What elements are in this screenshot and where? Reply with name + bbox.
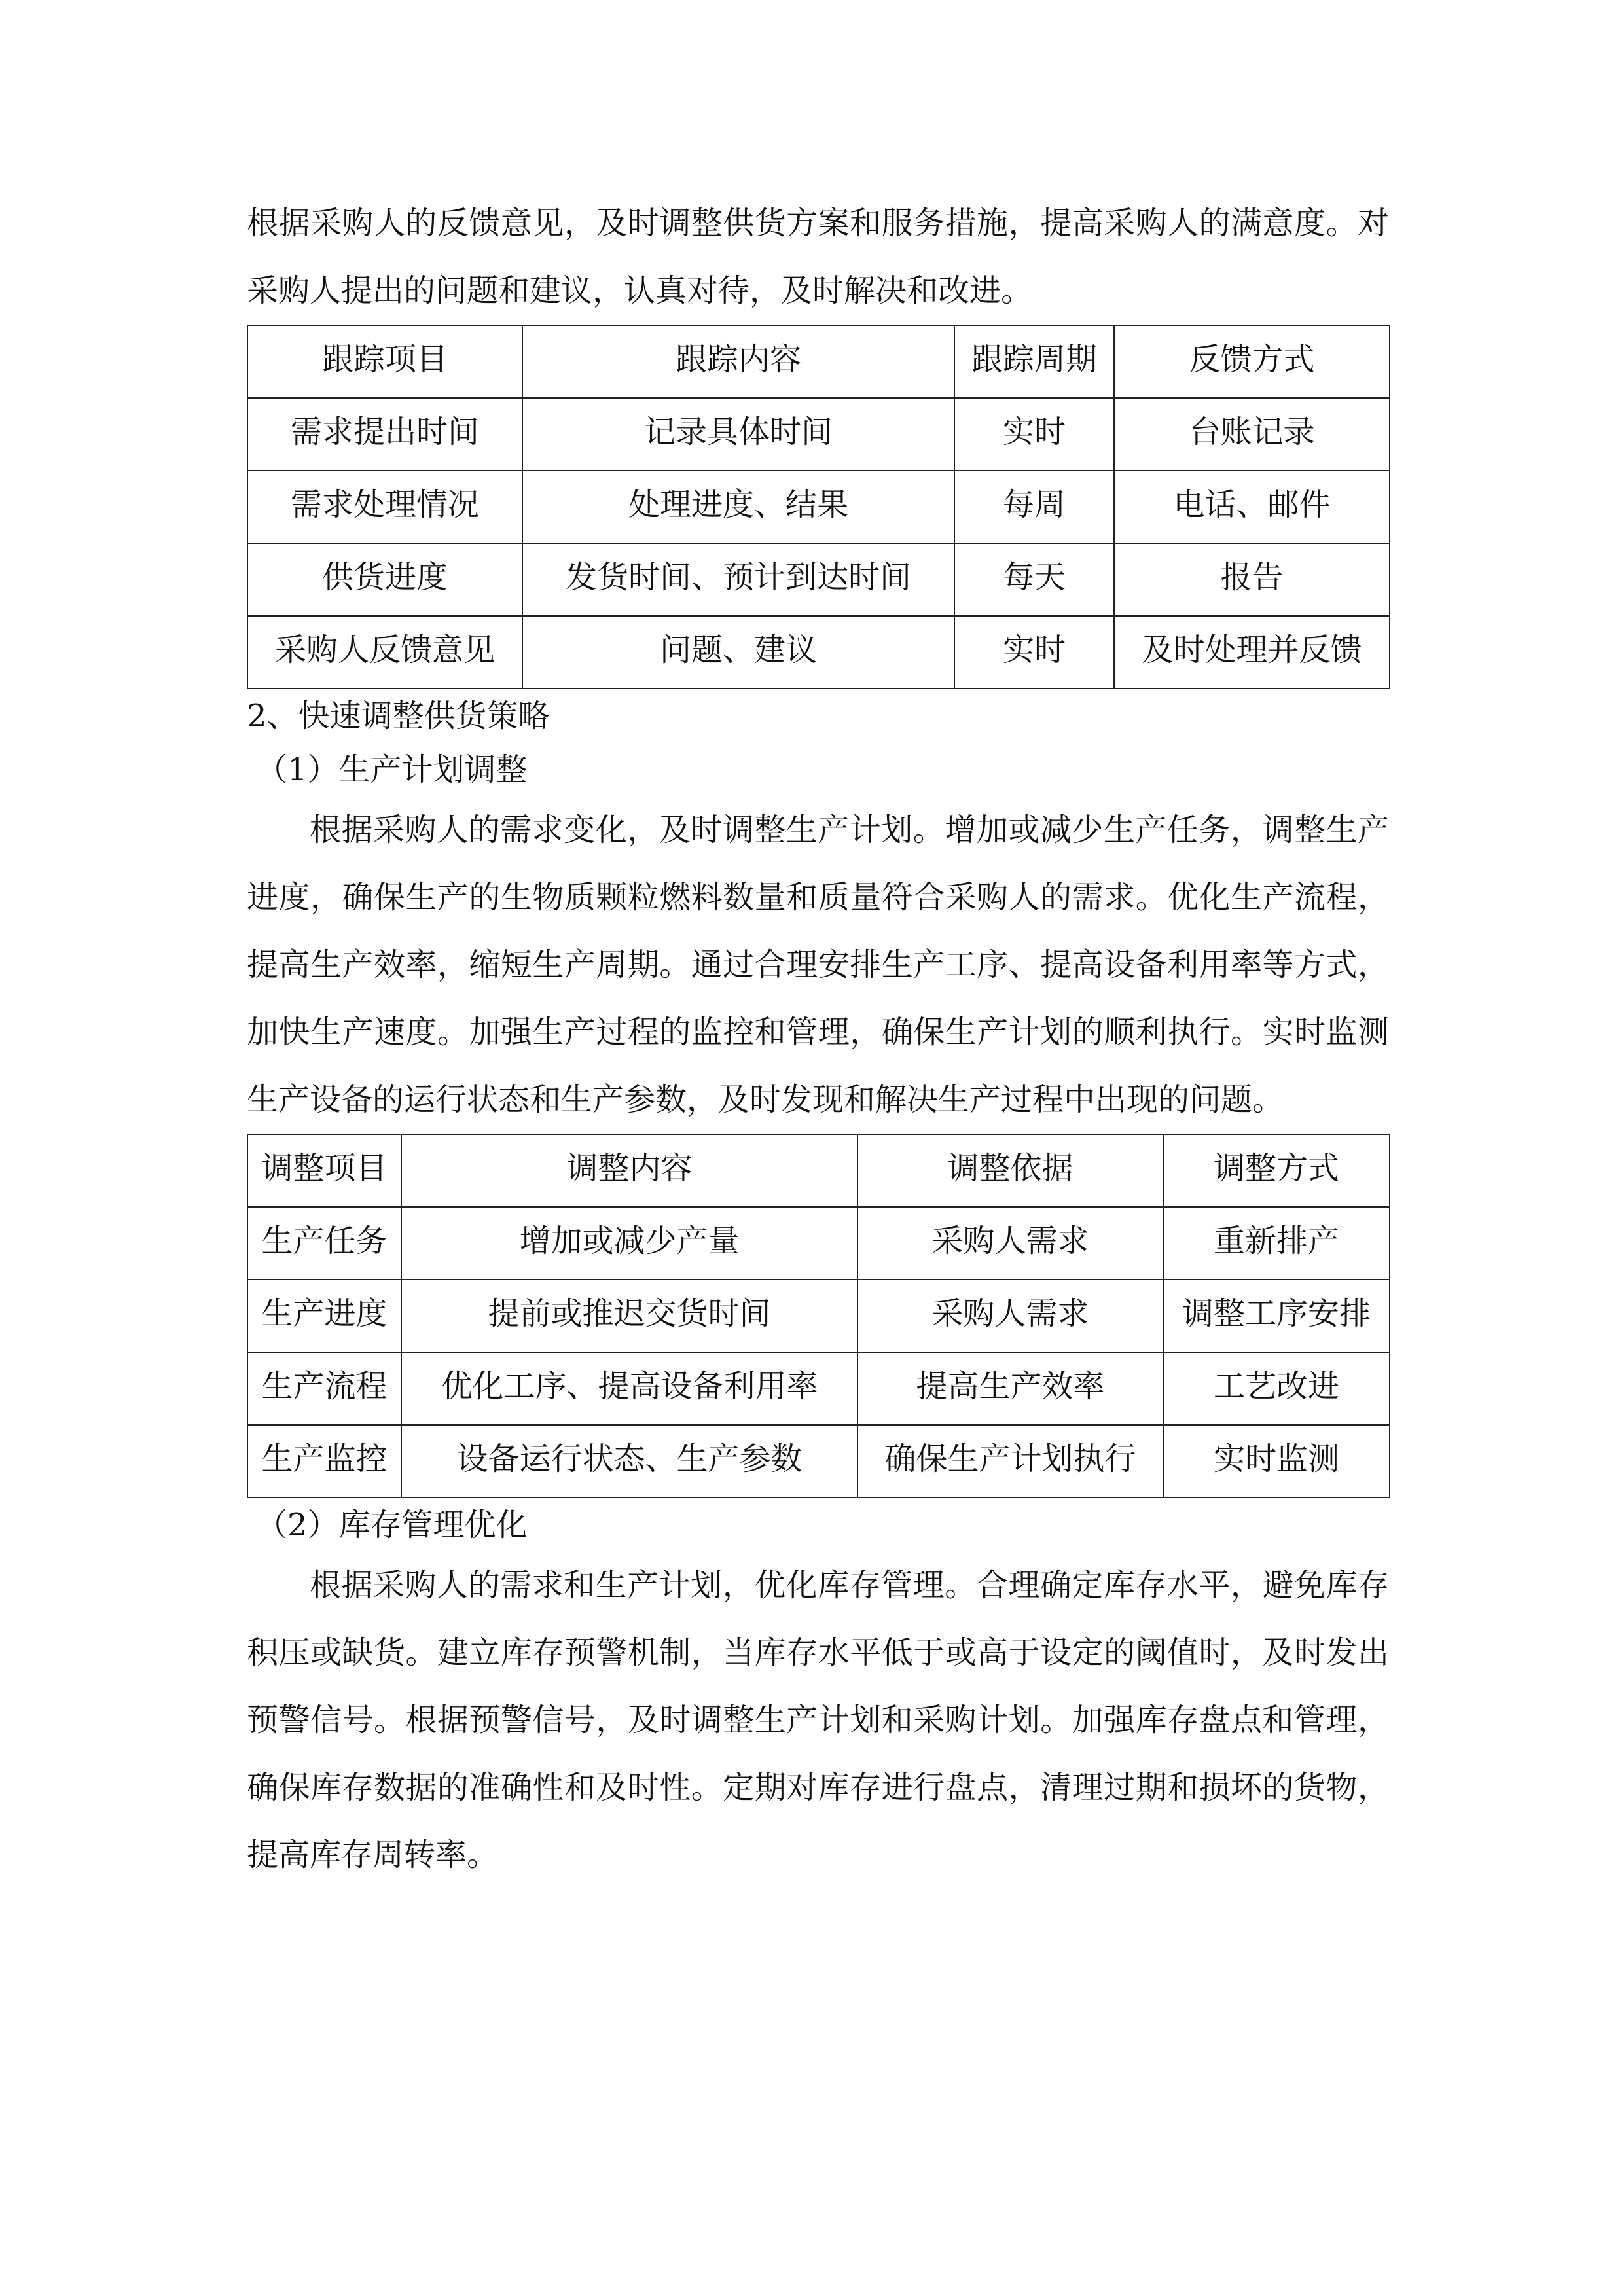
table-cell: 生产监控 xyxy=(247,1425,401,1498)
table-row xyxy=(247,1280,1390,1352)
table-cell: 设备运行状态、生产参数 xyxy=(401,1425,857,1498)
table-cell: 提前或推迟交货时间 xyxy=(401,1280,857,1352)
table-cell: 确保生产计划执行 xyxy=(857,1425,1163,1498)
table-cell: 每天 xyxy=(954,543,1114,616)
table-cell: 需求处理情况 xyxy=(247,471,522,543)
table-header-cell: 调整方式 xyxy=(1163,1134,1390,1207)
table-cell: 生产流程 xyxy=(247,1352,401,1425)
table-header-cell: 调整项目 xyxy=(247,1134,401,1207)
table-cell: 工艺改进 xyxy=(1163,1352,1390,1425)
table-cell: 增加或减少产量 xyxy=(401,1207,857,1280)
table-cell: 实时监测 xyxy=(1163,1425,1390,1498)
table-cell: 提高生产效率 xyxy=(857,1352,1163,1425)
adjust-table xyxy=(247,1134,1390,1498)
table-cell: 调整工序安排 xyxy=(1163,1280,1390,1352)
sub-heading-production: （1）生产计划调整 xyxy=(256,751,528,788)
document-page xyxy=(247,190,1389,1889)
table-row xyxy=(247,398,1390,471)
table-cell: 采购人需求 xyxy=(857,1280,1163,1352)
table-cell: 重新排产 xyxy=(1163,1207,1390,1280)
table-cell: 发货时间、预计到达时间 xyxy=(522,543,954,616)
sub-heading-inventory: （2）库存管理优化 xyxy=(256,1507,528,1543)
table-row xyxy=(247,1207,1390,1280)
tracking-table xyxy=(247,325,1390,689)
table-cell: 优化工序、提高设备利用率 xyxy=(401,1352,857,1425)
table-row xyxy=(247,471,1390,543)
table-header-cell: 调整内容 xyxy=(401,1134,857,1207)
table-header-cell: 跟踪内容 xyxy=(522,325,954,398)
intro-paragraph: 根据采购人的反馈意见，及时调整供货方案和服务措施，提高采购人的满意度。对采购人提出的问题和建议，认真对待，及时解决和改进。 xyxy=(247,205,1389,309)
table-cell: 电话、邮件 xyxy=(1114,471,1390,543)
table-cell: 处理进度、结果 xyxy=(522,471,954,543)
table-cell: 采购人反馈意见 xyxy=(247,616,522,689)
table-cell: 每周 xyxy=(954,471,1114,543)
table-cell: 报告 xyxy=(1114,543,1390,616)
table-header-cell: 反馈方式 xyxy=(1114,325,1390,398)
table-row xyxy=(247,1425,1390,1498)
table-header-cell: 跟踪项目 xyxy=(247,325,522,398)
table-header-row xyxy=(247,1134,1390,1207)
table-row xyxy=(247,616,1390,689)
table-row xyxy=(247,543,1390,616)
production-paragraph: 根据采购人的需求变化，及时调整生产计划。增加或减少生产任务，调整生产进度，确保生产的生物质颗粒燃料数量和质量符合采购人的需求。优化生产流程，提高生产效率，缩短生产周期。通过合理安排生产工序、提高设备利用率等方式，加快生产速度。加强生产过程的监控和管理，确保生产计划的顺利执行。实时监测生产设备的运行状态和生产参数，及时发现和解决生产过程中出现的问题。 xyxy=(247,812,1389,1118)
table-cell: 问题、建议 xyxy=(522,616,954,689)
table-cell: 生产进度 xyxy=(247,1280,401,1352)
section-heading: 2、快速调整供货策略 xyxy=(247,698,550,734)
table-cell: 供货进度 xyxy=(247,543,522,616)
inventory-paragraph: 根据采购人的需求和生产计划，优化库存管理。合理确定库存水平，避免库存积压或缺货。建立库存预警机制，当库存水平低于或高于设定的阈值时，及时发出预警信号。根据预警信号，及时调整生产计划和采购计划。加强库存盘点和管理，确保库存数据的准确性和及时性。定期对库存进行盘点，清理过期和损坏的货物，提高库存周转率。 xyxy=(247,1567,1389,1873)
table-cell: 需求提出时间 xyxy=(247,398,522,471)
table-header-cell: 跟踪周期 xyxy=(954,325,1114,398)
table-row xyxy=(247,1352,1390,1425)
table-header-cell: 调整依据 xyxy=(857,1134,1163,1207)
table-cell: 生产任务 xyxy=(247,1207,401,1280)
table-cell: 实时 xyxy=(954,398,1114,471)
table-cell: 台账记录 xyxy=(1114,398,1390,471)
table-cell: 记录具体时间 xyxy=(522,398,954,471)
table-cell: 及时处理并反馈 xyxy=(1114,616,1390,689)
table-cell: 实时 xyxy=(954,616,1114,689)
table-header-row xyxy=(247,325,1390,398)
table-cell: 采购人需求 xyxy=(857,1207,1163,1280)
